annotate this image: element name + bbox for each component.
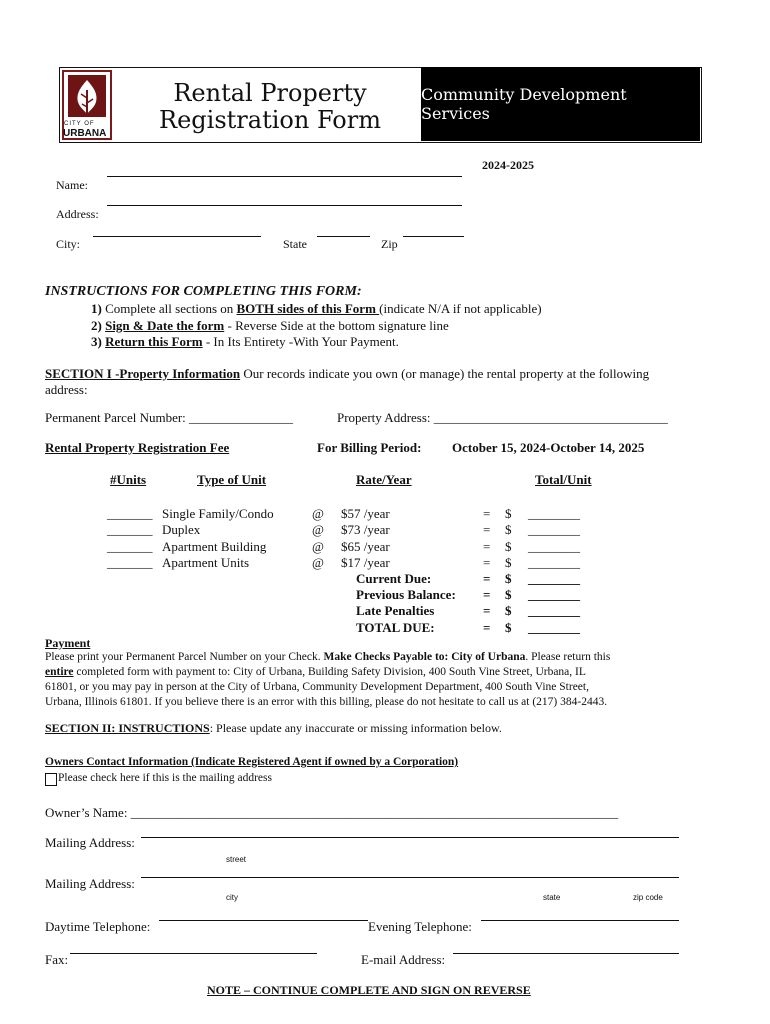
equals: =: [483, 522, 491, 537]
equals: =: [483, 571, 491, 586]
property-address-field[interactable]: Property Address: ____________________________________: [337, 410, 668, 425]
payment-text-1: Please print your Permanent Parcel Number on your Check.: [45, 651, 324, 663]
total-blank[interactable]: ________: [528, 603, 580, 618]
payment-text-1-end: . Please return this: [525, 651, 611, 663]
fee-title: Rental Property Registration Fee: [45, 440, 230, 455]
daytime-phone-label: Daytime Telephone:: [45, 919, 151, 934]
instruction-step-1: [91, 301, 542, 317]
dollar: $: [505, 571, 512, 586]
payment-line-2: [45, 666, 586, 678]
state-caption: state: [543, 893, 561, 902]
col-rate: Rate/Year: [356, 472, 412, 487]
step-2-number: 2): [91, 318, 106, 333]
rate: $65 /year: [341, 539, 390, 554]
col-units: #Units: [110, 472, 147, 487]
dollar: $: [505, 620, 512, 635]
total-blank[interactable]: ________: [528, 571, 580, 586]
city-label: City:: [56, 237, 81, 251]
step-3-number: 3): [91, 334, 106, 349]
payment-entire: entire: [45, 666, 74, 678]
dollar: $: [505, 555, 512, 570]
payment-line-4: Urbana, Illinois 61801. If you believe there is an error with this billing, please do not hesitate to call us at (217) 384-2443.: [45, 696, 608, 708]
billing-period: October 15, 2024-October 14, 2025: [452, 440, 645, 455]
units-blank[interactable]: _______: [107, 555, 153, 570]
step-1-text: Complete all sections on: [101, 301, 237, 316]
section-2-text: : Please update any inaccurate or missing information below.: [209, 721, 502, 735]
dollar: $: [505, 603, 512, 618]
daytime-phone-field[interactable]: [159, 920, 368, 921]
evening-phone-field[interactable]: [481, 920, 679, 921]
section-1-text-line-2: address:: [45, 382, 88, 397]
equals: =: [483, 506, 491, 521]
department-name: Community Development Services: [421, 85, 627, 123]
address-label: Address:: [56, 207, 99, 221]
summary-label: TOTAL DUE:: [356, 620, 435, 635]
at-sign: @: [312, 555, 324, 570]
step-3-bold: Return this Form: [105, 334, 203, 349]
mailing-city-field[interactable]: [141, 877, 679, 878]
unit-type: Apartment Building: [162, 539, 267, 554]
rate: $73 /year: [341, 522, 390, 537]
total-blank[interactable]: ________: [528, 620, 580, 635]
form-title: [150, 80, 390, 134]
payment-payable-to: Make Checks Payable to: City of Urbana: [323, 651, 526, 663]
units-blank[interactable]: _______: [107, 506, 153, 521]
zip-caption: zip code: [633, 893, 663, 902]
rate: $17 /year: [341, 555, 390, 570]
col-total: Total/Unit: [535, 472, 592, 487]
equals: =: [483, 539, 491, 554]
dollar: $: [505, 522, 512, 537]
section-2-line: [45, 721, 502, 736]
title-line-1: Rental Property: [173, 79, 367, 107]
form-year: 2024-2025: [482, 158, 534, 172]
units-blank[interactable]: _______: [107, 522, 153, 537]
instructions-heading: INSTRUCTIONS FOR COMPLETING THIS FORM:: [45, 284, 362, 299]
at-sign: @: [312, 539, 324, 554]
summary-label: Late Penalties: [356, 603, 435, 618]
title-line-2: Registration Form: [159, 106, 381, 134]
reverse-note: NOTE – CONTINUE COMPLETE AND SIGN ON REVERSE: [207, 983, 531, 997]
mailing-address-checkbox[interactable]: [45, 773, 57, 786]
billing-period-label: For Billing Period:: [317, 440, 422, 455]
total-blank[interactable]: ________: [528, 587, 580, 602]
total-blank[interactable]: ________: [528, 539, 580, 554]
name-label: Name:: [56, 178, 88, 192]
unit-type: Single Family/Condo: [162, 506, 274, 521]
payment-line-1: [45, 651, 735, 663]
unit-type: Apartment Units: [162, 555, 250, 570]
zip-label: Zip: [381, 237, 398, 251]
evening-phone-label: Evening Telephone:: [368, 919, 472, 934]
equals: =: [483, 587, 491, 602]
dollar: $: [505, 539, 512, 554]
section-2-heading: SECTION II: INSTRUCTIONS: [45, 721, 210, 735]
mailing-street-field[interactable]: [141, 837, 679, 838]
state-label: State: [283, 237, 307, 251]
section-1-text: Our records indicate you own (or manage) the rental property at the following: [240, 366, 650, 381]
owners-heading: Owners Contact Information (Indicate Registered Agent if owned by a Corporation): [45, 756, 459, 768]
fax-label: Fax:: [45, 952, 69, 967]
section-1-heading: SECTION I -Property Information: [45, 366, 241, 381]
mailing-address-2-label: Mailing Address:: [45, 876, 135, 891]
department-banner: [421, 67, 700, 141]
fax-field[interactable]: [70, 953, 317, 954]
name-field[interactable]: [107, 176, 462, 177]
address-field[interactable]: [107, 205, 462, 206]
at-sign: @: [312, 506, 324, 521]
equals: =: [483, 555, 491, 570]
logo-bottom-text: URBANA: [63, 128, 107, 139]
equals: =: [483, 603, 491, 618]
step-2-text: - Reverse Side at the bottom signature line: [224, 318, 449, 333]
total-blank[interactable]: ________: [528, 522, 580, 537]
step-2-bold: Sign & Date the form: [105, 318, 225, 333]
total-blank[interactable]: ________: [528, 506, 580, 521]
zip-field[interactable]: [403, 236, 464, 237]
total-blank[interactable]: ________: [528, 555, 580, 570]
step-1-number: 1): [91, 301, 102, 316]
state-field[interactable]: [317, 236, 370, 237]
step-3-text: - In Its Entirety -With Your Payment.: [202, 334, 399, 349]
step-1-bold: BOTH sides of this Form: [236, 301, 380, 316]
payment-heading: Payment: [45, 636, 91, 650]
step-1-note: (indicate N/A if not applicable): [379, 301, 542, 316]
col-type: Type of Unit: [197, 472, 267, 487]
section-1-intro: [45, 366, 705, 382]
mailing-address-label: Mailing Address:: [45, 835, 135, 850]
instruction-step-3: [91, 334, 399, 350]
unit-type: Duplex: [162, 522, 201, 537]
email-field[interactable]: [453, 953, 679, 954]
street-caption: street: [226, 855, 247, 864]
parcel-number-field[interactable]: Permanent Parcel Number: ________________: [45, 410, 294, 425]
instruction-step-2: [91, 318, 449, 334]
summary-label: Current Due:: [356, 571, 432, 586]
city-field[interactable]: [93, 236, 261, 237]
summary-label: Previous Balance:: [356, 587, 456, 602]
payment-text-2: completed form with payment to: City of Urbana, Building Safety Division, 400 South Vine Street, Urbana, IL: [73, 666, 586, 678]
city-logo: [62, 70, 112, 140]
equals: =: [483, 620, 491, 635]
payment-line-3: 61801, or you may pay in person at the City of Urbana, Community Development Department, 400 South Vine Street,: [45, 681, 589, 693]
logo-top-text: CITY OF: [64, 121, 95, 127]
at-sign: @: [312, 522, 324, 537]
dollar: $: [505, 506, 512, 521]
units-blank[interactable]: _______: [107, 539, 153, 554]
checkbox-label: Please check here if this is the mailing address: [58, 772, 272, 784]
email-label: E-mail Address:: [361, 952, 446, 967]
dollar: $: [505, 587, 512, 602]
rate: $57 /year: [341, 506, 390, 521]
city-caption: city: [226, 893, 238, 902]
owner-name-field[interactable]: Owner’s Name: ___________________________________________________________________________: [45, 805, 619, 820]
